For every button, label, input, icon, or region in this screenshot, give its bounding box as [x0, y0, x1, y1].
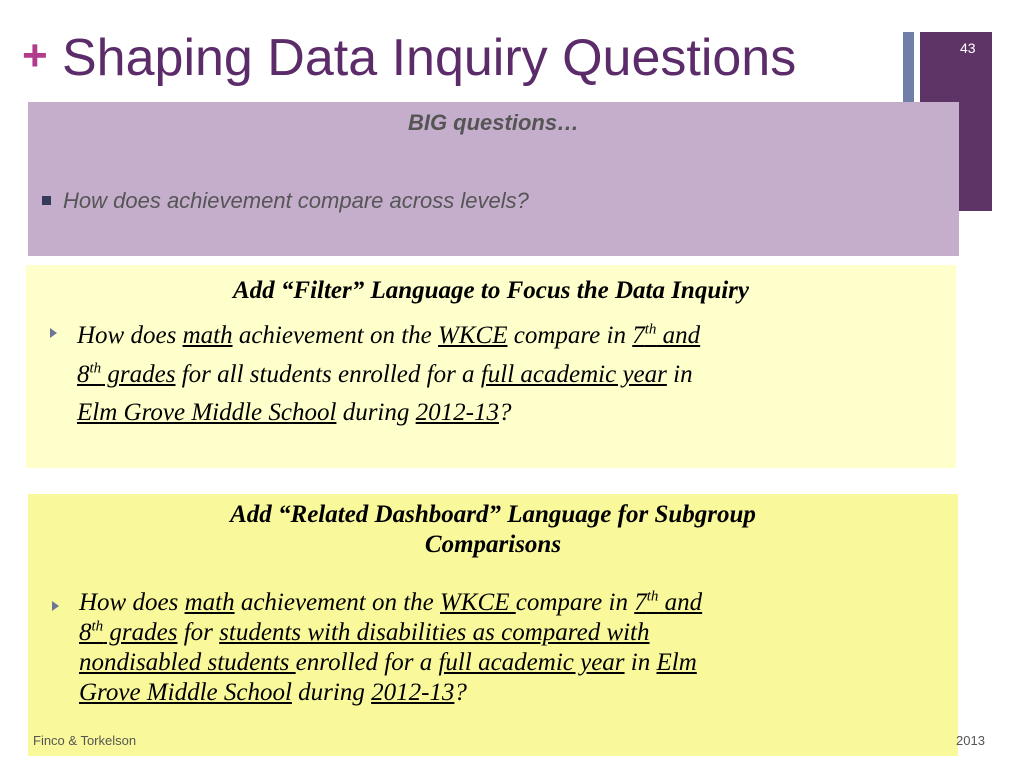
triangle-bullet-icon: [52, 601, 59, 611]
filter-heading: Add “Filter” Language to Focus the Data Inquiry: [232, 277, 750, 304]
slide-title: Shaping Data Inquiry Questions: [62, 29, 797, 87]
big-question-item: [42, 188, 529, 214]
filter-language-box: [26, 265, 956, 468]
footer-author: Finco & Torkelson: [33, 733, 137, 748]
dashboard-language-box: [28, 494, 958, 756]
footer-year: 2013: [956, 733, 985, 748]
dashboard-heading-line1: Add “Related Dashboard” Language for Subgroup: [230, 501, 756, 528]
dashboard-question: How does math achievement on the WKCE compare in 7th and 8th grades for students with disabilities as compared with nondisabled students enrolled for a full academic year in Elm Grove Middle School during 2012-13?: [79, 588, 703, 706]
plus-icon: +: [22, 31, 48, 80]
accent-bar-thin: [903, 32, 914, 104]
square-bullet-icon: [42, 196, 51, 205]
slide-number: 43: [960, 40, 976, 56]
big-question-text: How does achievement compare across levels?: [63, 188, 529, 213]
big-questions-heading: BIG questions…: [407, 110, 580, 135]
big-questions-box: [28, 102, 959, 256]
triangle-bullet-icon: [50, 328, 57, 338]
filter-question: How does math achievement on the WKCE compare in 7th and 8th grades for all students enrolled for a full academic year in Elm Grove Middle School during 2012-13?: [77, 321, 701, 426]
dashboard-heading: [28, 500, 958, 560]
dashboard-heading-line2: Comparisons: [424, 531, 562, 558]
